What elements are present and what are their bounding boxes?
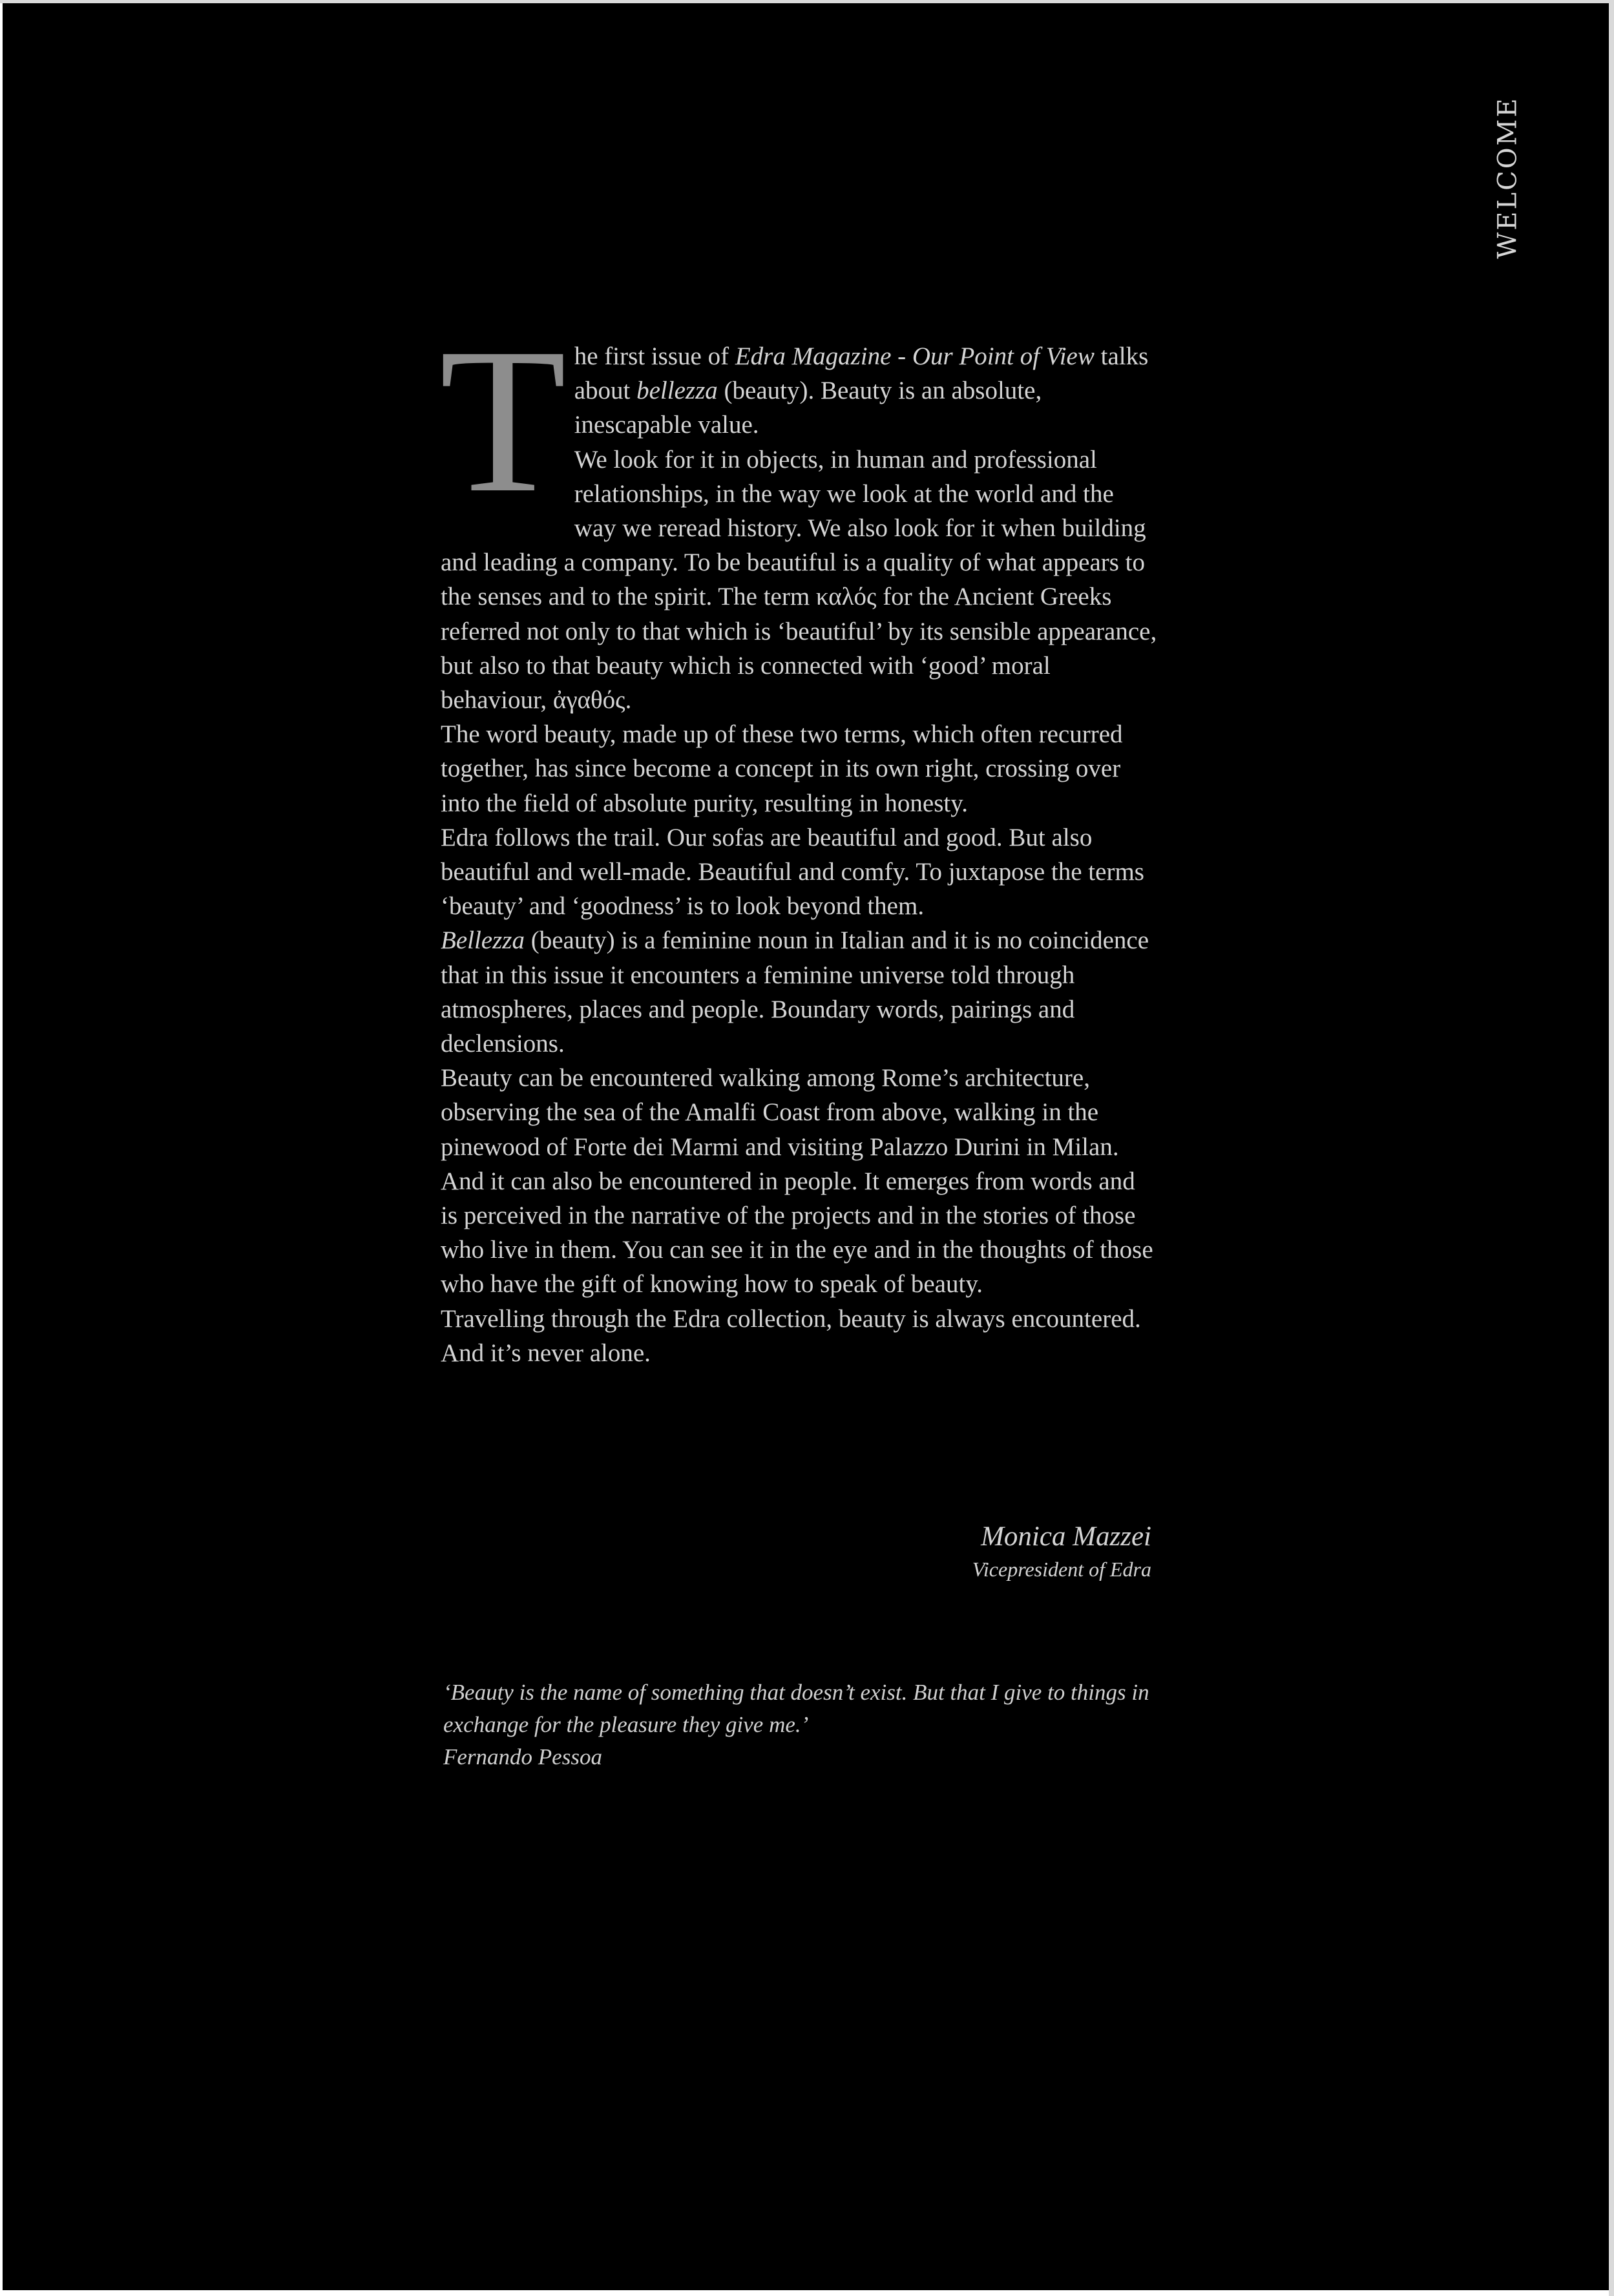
quote-author: Fernando Pessoa <box>443 1744 602 1769</box>
drop-cap: T <box>439 305 567 536</box>
quote-text: ‘Beauty is the name of something that doesn’t exist. But that I give to things in exchange for the pleasure they give me.’ <box>443 1680 1149 1737</box>
paragraph-5-text: (beauty) is a feminine noun in Italian and it is no coincidence that in this issue it encounters a feminine universe told through atmospheres, places and people. Boundary words, pairings and declensions. <box>441 926 1149 1058</box>
intro-text-mid: talks about <box>574 342 1149 405</box>
magazine-page <box>3 3 1609 2290</box>
italian-word-bellezza-2: Bellezza <box>441 926 525 955</box>
paragraph-6: Beauty can be encountered walking among Rome’s architecture, observing the sea of the Amalfi Coast from above, walking in the pinewood of Forte dei Marmi and visiting Palazzo Durini in Milan. <box>441 1064 1119 1161</box>
section-label <box>1493 96 1524 259</box>
paragraph-2: We look for it in objects, in human and professional relationships, in the way we look at the world and the way we reread history. We also look for it when building and leading a company. To be beautiful is a quality of what appears to the senses and to the spirit. The term καλός for the Ancient Greeks referred not only to that which is ‘beautiful’ by its sensible appearance, but also to that beauty which is connected with ‘good’ moral behaviour, ἀγαθός. <box>441 445 1157 715</box>
paragraph-4: Edra follows the trail. Our sofas are beautiful and good. But also beautiful and well-made. Beautiful and comfy. To juxtapose the terms ‘beauty’ and ‘goodness’ is to look beyond them. <box>441 823 1144 921</box>
editorial-body <box>439 305 1158 1370</box>
author-signature <box>778 1519 1151 1583</box>
italian-word-bellezza: bellezza <box>636 377 718 405</box>
author-role: Vicepresident of Edra <box>972 1558 1151 1581</box>
author-name: Monica Mazzei <box>981 1521 1151 1552</box>
paragraph-3: The word beauty, made up of these two terms, which often recurred together, has since become a concept in its own right, crossing over into the field of absolute purity, resulting in honesty. <box>441 720 1123 817</box>
paragraph-8: Travelling through the Edra collection, beauty is always encountered. And it’s never alone. <box>441 1304 1141 1367</box>
section-label-text: WELCOME <box>1493 96 1523 259</box>
paragraph-7: And it can also be encountered in people. It emerges from words and is perceived in the narrative of the projects and in the stories of those who live in them. You can see it in the eye and in the thoughts of those who have the gift of knowing how to speak of beauty. <box>441 1167 1153 1299</box>
pessoa-quote <box>443 1676 1193 1773</box>
paragraph-5 <box>441 923 1158 1061</box>
magazine-title: Edra Magazine - Our Point of View <box>735 342 1095 370</box>
page-right-edge <box>1609 0 1614 2296</box>
intro-text-start: he first issue of <box>574 342 735 370</box>
paragraph-intro <box>439 305 1158 536</box>
intro-text-end: (beauty). Beauty is an absolute, inescapable value. <box>574 377 1042 439</box>
